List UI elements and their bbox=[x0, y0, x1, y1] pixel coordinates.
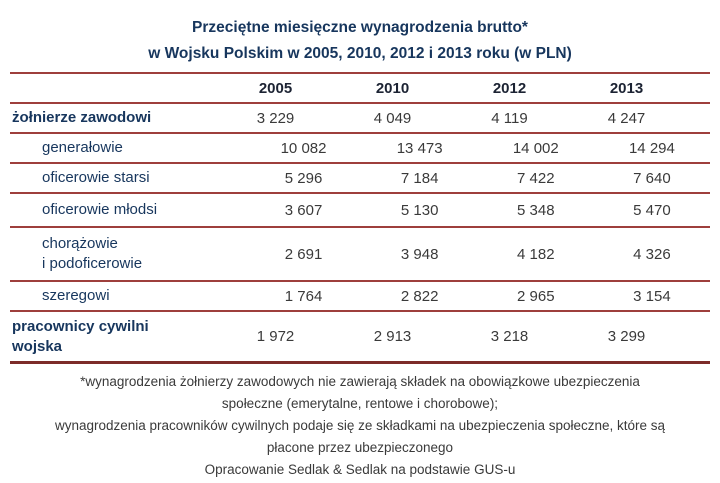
cell-value: 4 326 bbox=[633, 245, 671, 263]
column-header-2012: 2012 bbox=[492, 79, 527, 97]
row-label: oficerowie starsi bbox=[42, 169, 150, 186]
cell-value: 7 184 bbox=[400, 169, 439, 187]
row-label: pracownicy cywilni wojska bbox=[12, 317, 149, 355]
cell-value: 4 182 bbox=[517, 245, 555, 263]
table-row-pracownicy-cywilni-wojska bbox=[10, 312, 710, 364]
table-row-zolnierze-zawodowi bbox=[10, 104, 710, 134]
row-label: oficerowie młodsi bbox=[42, 201, 158, 218]
column-header-2013: 2013 bbox=[609, 79, 644, 97]
page-subtitle: w Wojsku Polskim w 2005, 2010, 2012 i 2013 roku (w PLN) bbox=[148, 45, 572, 62]
header-empty-cell bbox=[10, 74, 217, 102]
cell-value: 4 247 bbox=[607, 109, 646, 127]
cell-value: 5 348 bbox=[517, 201, 555, 219]
cell-value: 14 294 bbox=[628, 139, 675, 157]
footnotes-block bbox=[0, 364, 720, 481]
cell-value: 4 049 bbox=[373, 109, 412, 127]
cell-value: 14 002 bbox=[512, 139, 559, 157]
cell-value: 2 913 bbox=[373, 328, 412, 345]
cell-value: 3 299 bbox=[607, 328, 646, 345]
source-attribution: Opracowanie Sedlak & Sedlak na podstawie GUS-u bbox=[204, 462, 516, 477]
table-row-oficerowie-starsi bbox=[10, 164, 710, 194]
table-header-row bbox=[10, 74, 710, 104]
cell-value: 3 607 bbox=[284, 201, 323, 219]
cell-value: 3 229 bbox=[256, 109, 295, 127]
cell-value: 3 154 bbox=[633, 287, 671, 305]
cell-value: 4 119 bbox=[491, 109, 528, 127]
column-header-2010: 2010 bbox=[375, 79, 410, 97]
cell-value: 10 082 bbox=[280, 139, 327, 157]
row-label: żołnierze zawodowi bbox=[12, 109, 152, 126]
footnote-line-2: społeczne (emerytalne, rentowe i chorobowe); bbox=[221, 396, 499, 411]
table-row-generalowie bbox=[10, 134, 710, 164]
cell-value: 2 965 bbox=[517, 287, 555, 305]
column-header-2005: 2005 bbox=[258, 79, 293, 97]
row-label: generałowie bbox=[42, 139, 123, 156]
footnote-line-1: *wynagrodzenia żołnierzy zawodowych nie zawierają składek na obowiązkowe ubezpieczenia bbox=[80, 374, 640, 389]
cell-value: 7 640 bbox=[633, 169, 671, 187]
cell-value: 2 822 bbox=[400, 287, 439, 305]
table-row-chorazowie-i-podoficerowie bbox=[10, 228, 710, 282]
cell-value: 5 470 bbox=[633, 201, 671, 219]
cell-value: 1 972 bbox=[256, 328, 295, 345]
cell-value: 3 948 bbox=[400, 245, 439, 263]
footnote-line-3: wynagrodzenia pracowników cywilnych podaje się ze składkami na ubezpieczenia społeczne, które są bbox=[54, 418, 666, 433]
cell-value: 5 130 bbox=[400, 201, 439, 219]
table-row-oficerowie-mlodsi bbox=[10, 194, 710, 228]
page-title: Przeciętne miesięczne wynagrodzenia brutto* bbox=[192, 19, 528, 36]
footnote-line-4: płacone przez ubezpieczonego bbox=[266, 440, 454, 455]
row-label: szeregowi bbox=[42, 287, 110, 304]
cell-value: 1 764 bbox=[284, 287, 323, 305]
cell-value: 3 218 bbox=[490, 328, 529, 345]
title-block bbox=[0, 0, 720, 67]
row-label: chorążowie i podoficerowie bbox=[42, 235, 143, 272]
cell-value: 2 691 bbox=[284, 245, 323, 263]
table-row-szeregowi bbox=[10, 282, 710, 312]
cell-value: 7 422 bbox=[517, 169, 555, 187]
cell-value: 5 296 bbox=[284, 169, 323, 187]
salary-table bbox=[10, 72, 710, 364]
cell-value: 13 473 bbox=[396, 139, 443, 157]
